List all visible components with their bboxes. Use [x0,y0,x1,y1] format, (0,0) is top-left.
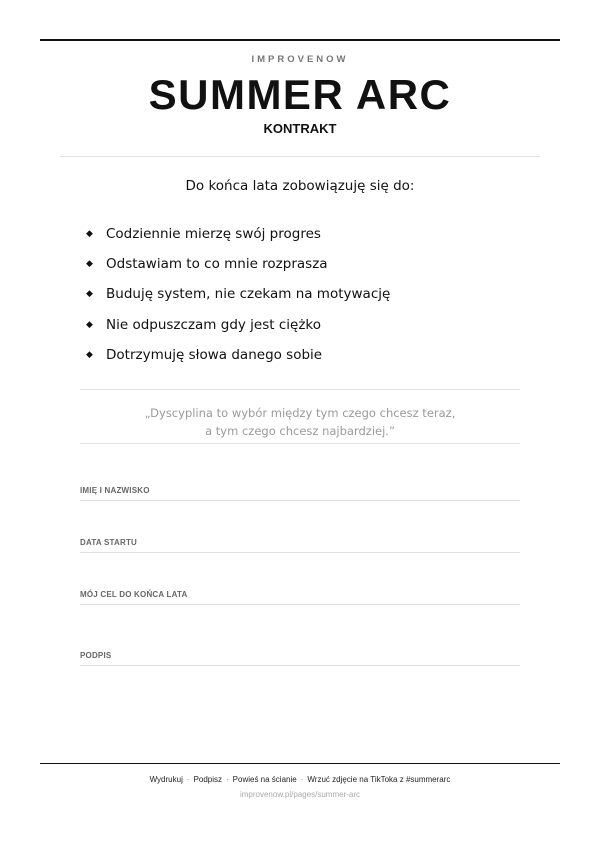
top-rule [40,39,560,41]
name-field[interactable] [80,486,520,501]
commitment-text: Buduję system, nie czekam na motywację [106,286,391,303]
divider [80,389,520,390]
goal-field[interactable] [80,590,520,605]
list-item [86,279,390,309]
quote-line: „Dyscyplina to wybór między tym czego chcesz teraz, [144,406,456,420]
footer-url: improvenow.pl/pages/summer-arc [239,790,361,799]
diamond-bullet-icon: ◆ [86,229,93,240]
footer-instructions [0,775,600,784]
commitment-text: Dotrzymuję słowa danego sobie [106,346,323,363]
signature-field[interactable] [80,651,520,666]
intro-text: Do końca lata zobowiązuję się do: [185,178,415,194]
field-label: PODPIS [80,651,112,660]
footer-step: Wydrukuj [149,775,183,784]
field-line [80,500,520,501]
quote-line: a tym czego chcesz najbardziej.” [205,424,395,438]
footer-separator: · [186,775,190,784]
list-item [86,340,390,370]
commitment-text: Codziennie mierzę swój progres [106,226,321,243]
page-title: SUMMER ARC [148,71,452,118]
field-label: DATA STARTU [80,538,138,547]
field-line [80,552,520,553]
field-line [80,604,520,605]
footer-step: Powieś na ścianie [232,775,297,784]
field-label: IMIĘ I NAZWISKO [80,486,150,495]
diamond-bullet-icon: ◆ [86,289,93,300]
start-date-field[interactable] [80,538,520,553]
commitment-text: Nie odpuszczam gdy jest ciężko [106,316,321,333]
footer-step: Podpisz [193,775,222,784]
page-subtitle: KONTRAKT [263,121,337,136]
footer-separator: · [300,775,304,784]
diamond-bullet-icon: ◆ [86,349,93,360]
list-item [86,310,390,340]
field-label: MÓJ CEL DO KOŃCA LATA [80,590,188,599]
brand-name: IMPROVENOW [251,54,349,65]
diamond-bullet-icon: ◆ [86,319,93,330]
bottom-rule [40,763,560,764]
list-item [86,219,390,249]
divider [60,156,540,157]
list-item [86,249,390,279]
footer-separator: · [226,775,229,784]
field-line [80,665,520,666]
quote [0,404,600,440]
diamond-bullet-icon: ◆ [86,259,93,270]
footer-step: Wrzuć zdjęcie na TikToka z #summerarc [307,775,451,784]
commitment-list [86,219,390,370]
commitment-text: Odstawiam to co mnie rozprasza [106,256,328,273]
divider [80,443,520,444]
